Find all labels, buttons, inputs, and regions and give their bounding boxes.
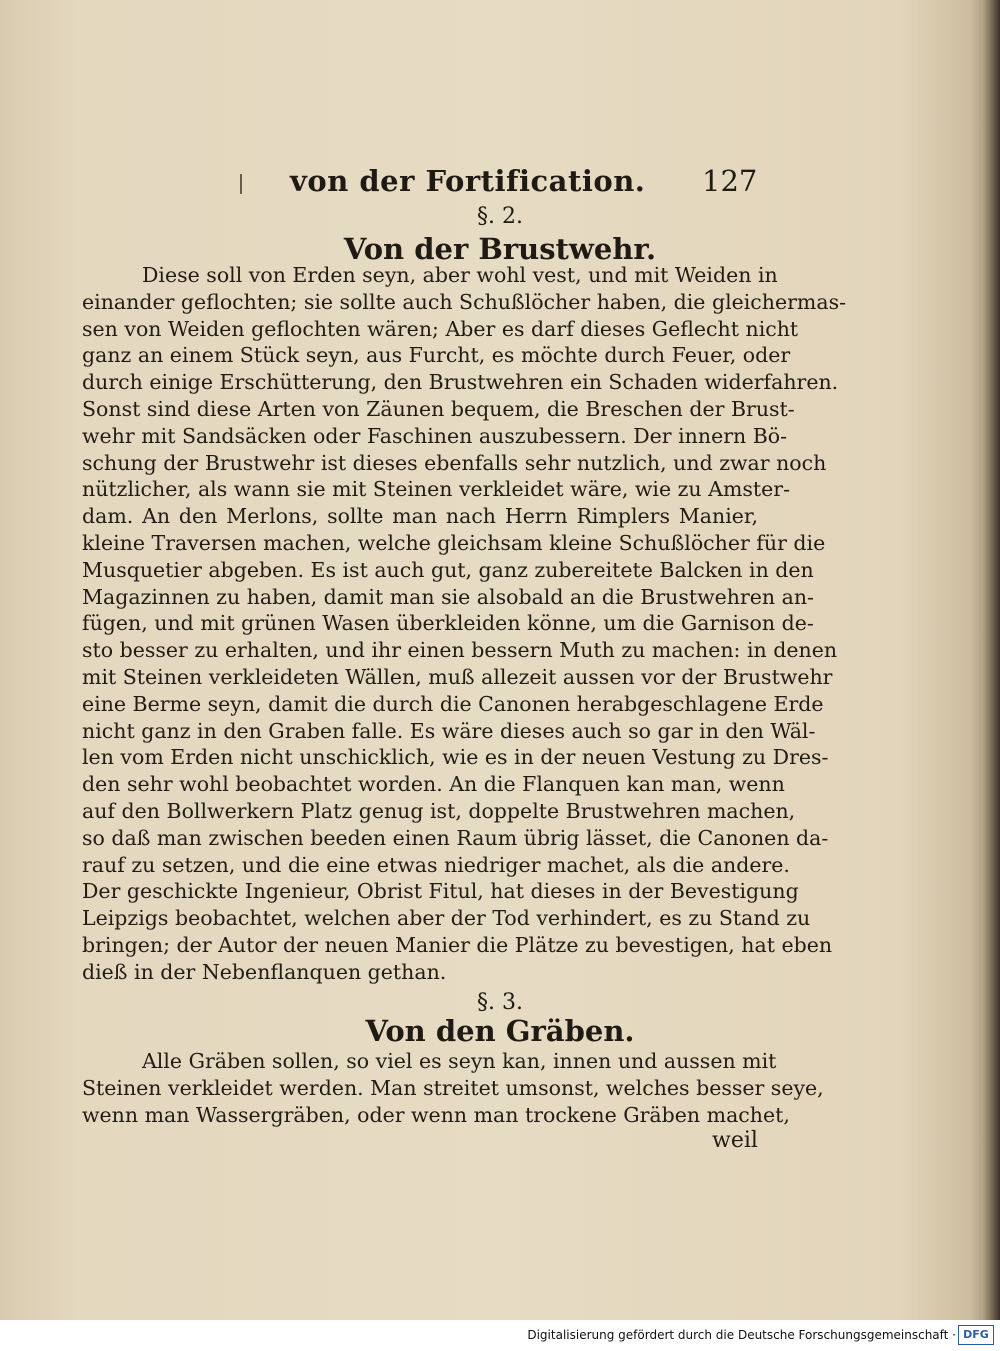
running-title: von der Fortification. xyxy=(290,164,646,198)
section-3-title: Von den Gräben. xyxy=(365,1014,635,1048)
text-line: len vom Erden nicht unschicklich, wie es in der neuen Vestung zu Dres- xyxy=(82,745,829,770)
page-number: 127 xyxy=(702,164,758,198)
text-line: bringen; der Autor der neuen Manier die Plätze zu bevestigen, hat eben xyxy=(82,932,833,957)
digitization-footer xyxy=(0,1320,1000,1351)
section-2-number: §. 2. xyxy=(477,204,523,229)
text-line: mit Steinen verkleideten Wällen, muß allezeit aussen vor der Brustwehr xyxy=(82,664,833,689)
text-line: so daß man zwischen beeden einen Raum übrig lässet, die Canonen da- xyxy=(82,825,829,850)
text-line: Leipzigs beobachtet, welchen aber der Tod verhindert, es zu Stand zu xyxy=(82,906,811,931)
text-line: Sonst sind diese Arten von Zäunen bequem, die Breschen der Brust- xyxy=(82,396,795,421)
text-line: wehr mit Sandsäcken oder Faschinen auszubessern. Der innern Bö- xyxy=(82,423,788,448)
text-line: rauf zu setzen, und die eine etwas niedriger machet, als die andere. xyxy=(82,852,790,877)
text-line: dam. An den Merlons, sollte man nach Herrn Rimplers Manier, xyxy=(82,504,758,529)
text-line: durch einige Erschütterung, den Brustwehren ein Schaden widerfahren. xyxy=(82,370,839,395)
catchword: weil xyxy=(712,1128,758,1153)
text-line: auf den Bollwerkern Platz genug ist, doppelte Brustwehren machen, xyxy=(82,798,796,823)
section-2-body xyxy=(82,262,847,986)
dfg-logo: DFG xyxy=(958,1325,994,1345)
text-line: nützlicher, als wann sie mit Steinen verkleidet wäre, wie zu Amster- xyxy=(82,477,791,502)
text-line: Alle Gräben sollen, so viel es seyn kan, innen und aussen mit xyxy=(142,1049,777,1073)
text-line: kleine Traversen machen, welche gleichsam kleine Schußlöcher für die xyxy=(82,530,826,555)
text-line: Magazinnen zu haben, damit man sie alsobald an die Brustwehren an- xyxy=(82,584,814,609)
text-line: Steinen verkleidet werden. Man streitet umsonst, welches besser seye, xyxy=(82,1075,824,1100)
section-3-body xyxy=(82,1048,824,1128)
text-line: Diese soll von Erden seyn, aber wohl vest, und mit Weiden in xyxy=(142,263,778,287)
text-line: Der geschickte Ingenieur, Obrist Fitul, hat dieses in der Bevestigung xyxy=(82,879,799,904)
text-line: ganz an einem Stück seyn, aus Furcht, es möchte durch Feuer, oder xyxy=(82,343,791,368)
text-line: eine Berme seyn, damit die durch die Canonen herabgeschlagene Erde xyxy=(82,691,824,716)
text-line: Musquetier abgeben. Es ist auch gut, ganz zubereitete Balcken in den xyxy=(82,557,814,582)
section-2-title: Von der Brustwehr. xyxy=(343,232,657,266)
text-line: schung der Brustwehr ist dieses ebenfalls sehr nutzlich, und zwar noch xyxy=(82,450,827,475)
funding-credit: Digitalisierung gefördert durch die Deutsche Forschungsgemeinschaft · xyxy=(527,1328,956,1342)
page-header xyxy=(0,160,1000,200)
text-line: dieß in der Nebenflanquen gethan. xyxy=(82,959,447,984)
text-line: fügen, und mit grünen Wasen überkleiden könne, um die Garnison de- xyxy=(82,611,814,636)
text-line: wenn man Wassergräben, oder wenn man trockene Gräben machet, xyxy=(82,1102,790,1127)
text-line: nicht ganz in den Graben falle. Es wäre dieses auch so gar in den Wäl- xyxy=(82,718,816,743)
text-line: sto besser zu erhalten, und ihr einen bessern Muth zu machen: in denen xyxy=(82,638,838,663)
text-line: einander geflochten; sie sollte auch Schußlöcher haben, die gleichermas- xyxy=(82,289,847,314)
section-3-number: §. 3. xyxy=(477,990,523,1015)
text-line: sen von Weiden geflochten wären; Aber es darf dieses Geflecht nicht xyxy=(82,316,799,341)
text-line: den sehr wohl beobachtet worden. An die Flanquen kan man, wenn xyxy=(82,772,785,797)
margin-mark xyxy=(240,174,242,194)
